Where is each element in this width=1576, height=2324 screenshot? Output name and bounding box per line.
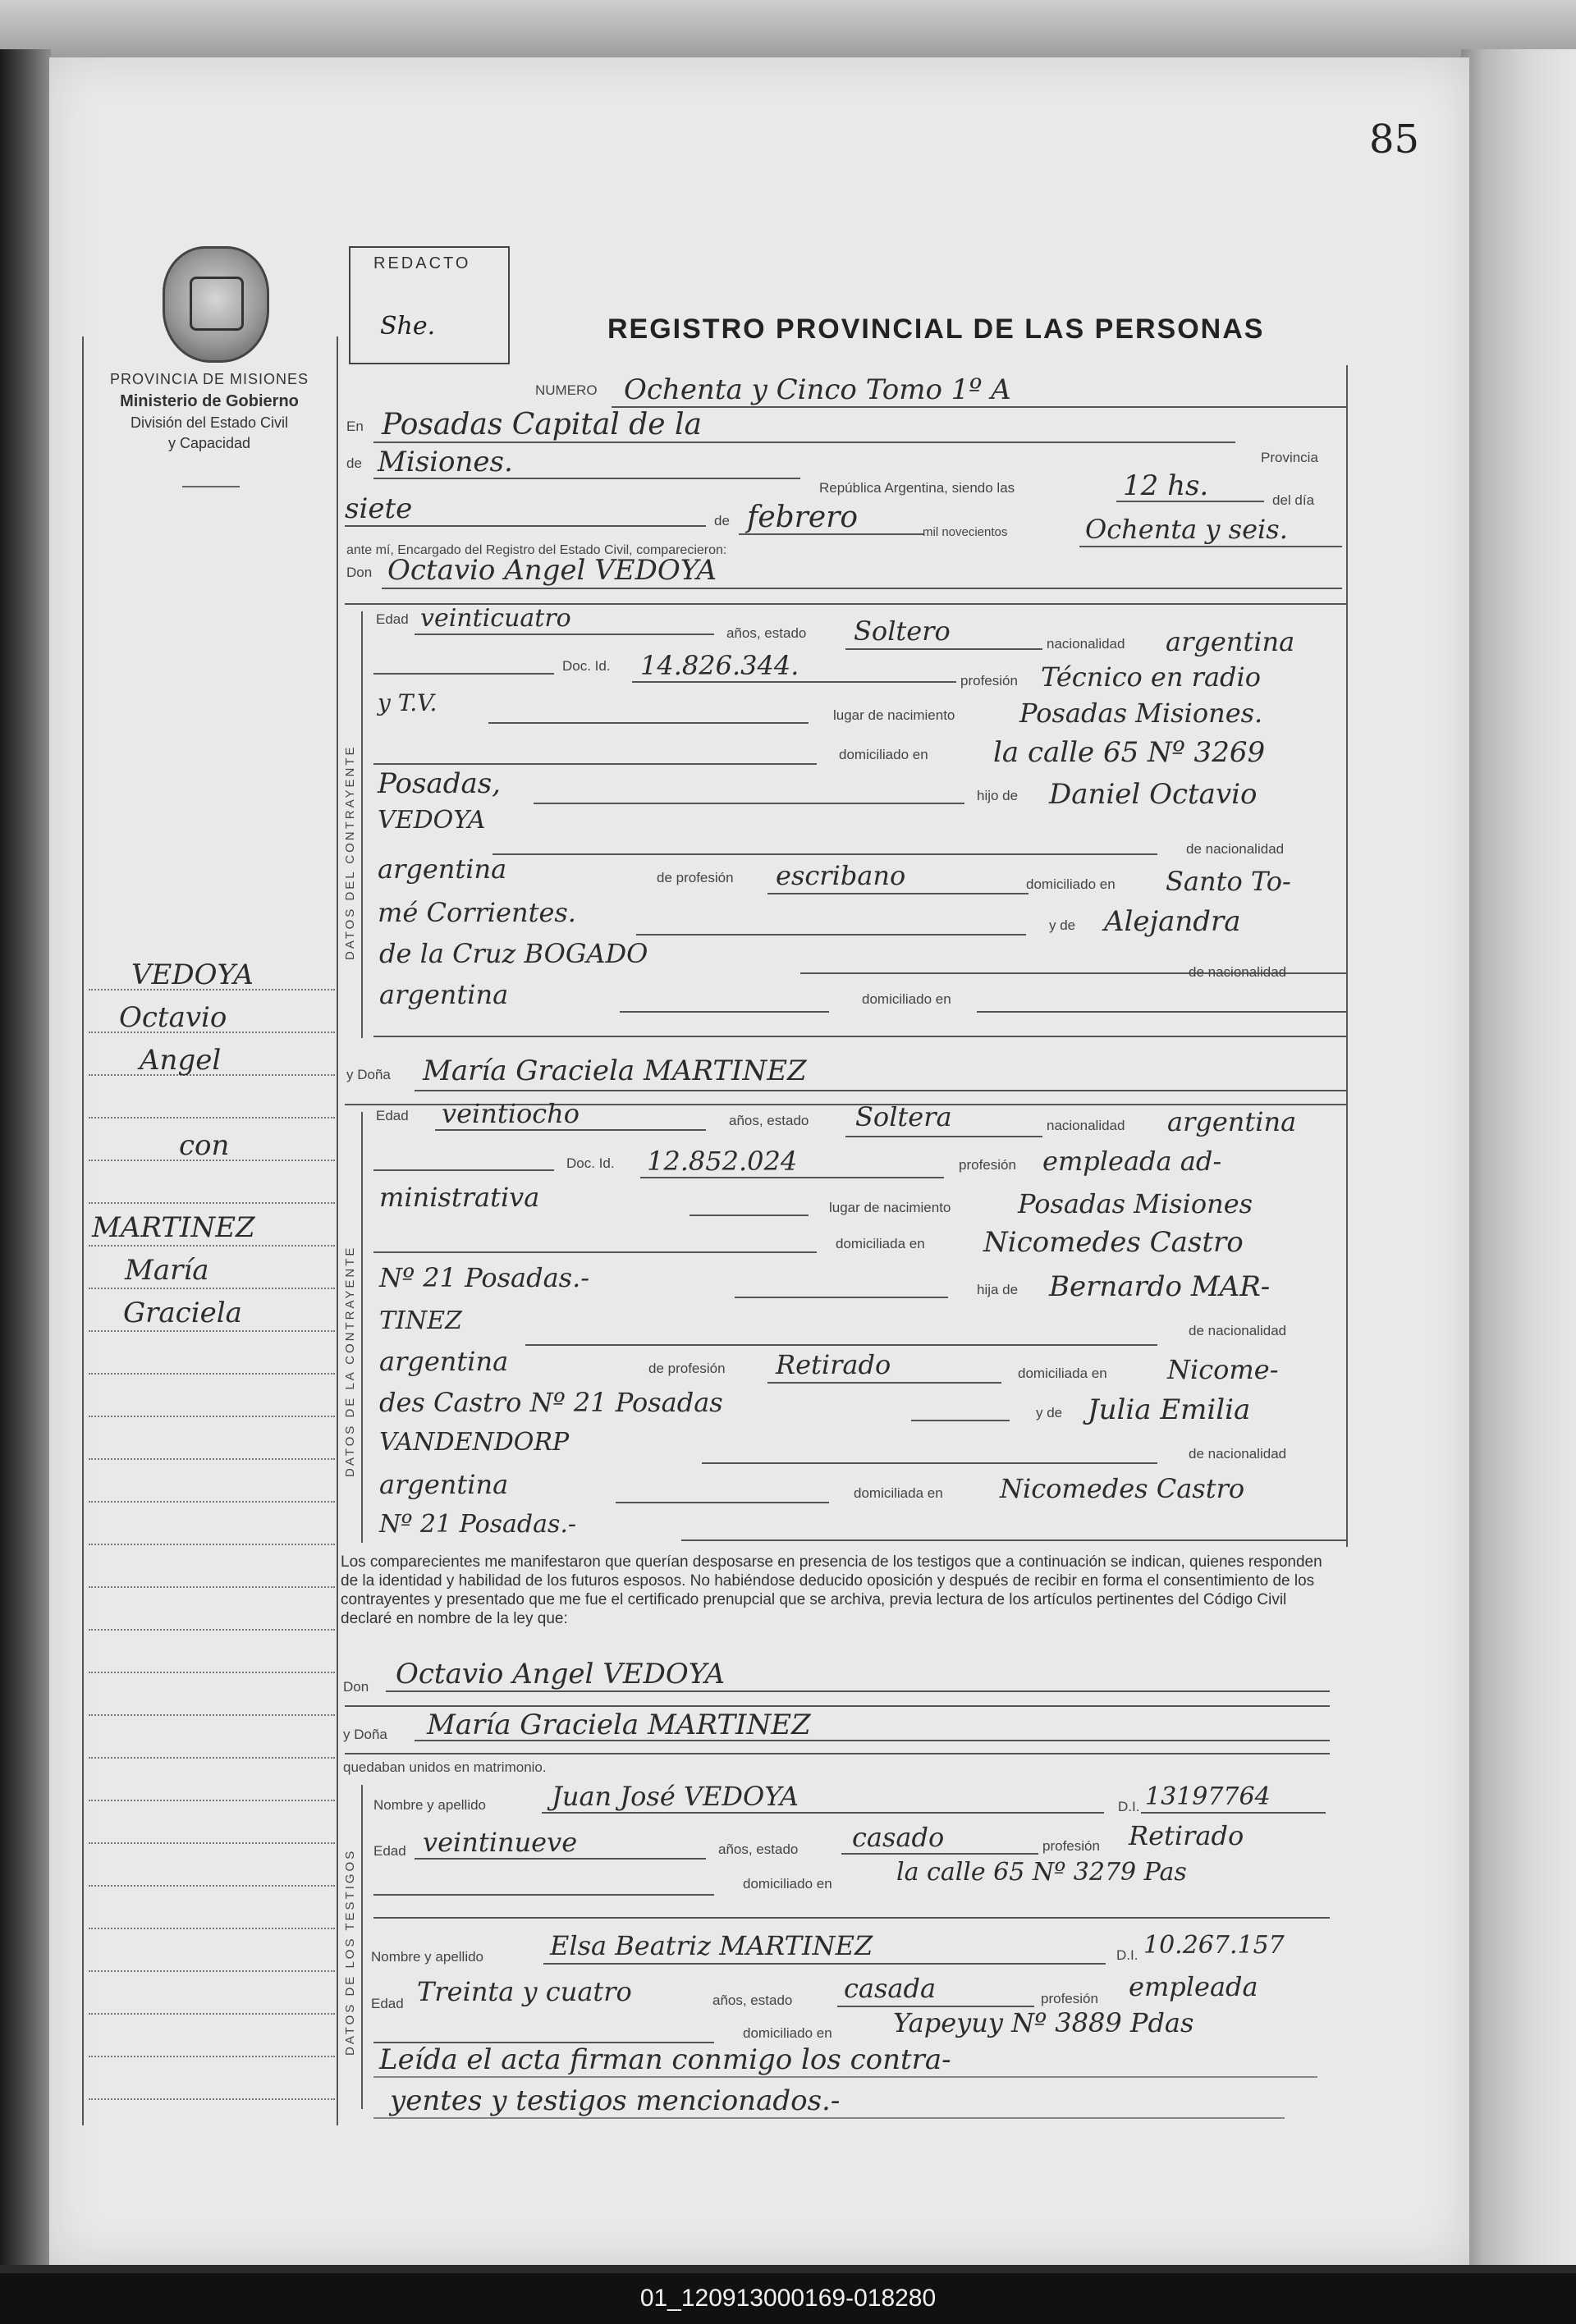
f-y-de-label: y de <box>1036 1405 1063 1420</box>
c-madre: Alejandra <box>1104 905 1241 938</box>
f-de-nac-label: de nacionalidad <box>1189 1323 1287 1338</box>
f-lugar-label: lugar de nacimiento <box>829 1200 951 1215</box>
margin-rule <box>89 1800 335 1801</box>
c-estado-line <box>845 648 1042 650</box>
t2-estado: casada <box>844 1973 937 2004</box>
f-madre2-line <box>702 1462 1157 1464</box>
f-doc-pre-line <box>373 1169 554 1171</box>
margin-rule <box>89 2098 335 2100</box>
de-line <box>373 478 800 479</box>
closing-line-2-rule <box>373 2117 1285 2119</box>
f-padre-nac: argentina <box>379 1346 509 1377</box>
c-padre-prof-line <box>767 893 1029 894</box>
left-margin-border <box>82 336 84 2125</box>
c-doc: 14.826.344. <box>640 650 799 681</box>
f-prof-label: profesión <box>959 1157 1016 1173</box>
de-value: Misiones. <box>378 446 513 478</box>
dona-label: y Doña <box>346 1067 391 1082</box>
f-domicilio-2: Nº 21 Posadas.- <box>379 1262 590 1293</box>
c-de-nac-label: de nacionalidad <box>1186 841 1285 857</box>
f-madre-domic-2: Nº 21 Posadas.- <box>379 1510 577 1539</box>
form-right-border <box>1346 365 1348 1547</box>
quedaban-text: quedaban unidos en matrimonio. <box>343 1759 547 1775</box>
f-domic2-line <box>735 1297 948 1298</box>
hora-value: 12 hs. <box>1123 469 1209 502</box>
province-line-3: División del Estado Civil <box>130 414 289 431</box>
t2-di: 10.267.157 <box>1143 1931 1285 1960</box>
closing-line-1: Leída el acta firman conmigo los contra- <box>379 2043 951 2076</box>
contrayenta-nombre: María Graciela MARTINEZ <box>423 1054 807 1087</box>
t1-prof-label: profesión <box>1042 1838 1100 1854</box>
margin-rule <box>89 1373 335 1375</box>
margin-rule <box>89 1245 335 1247</box>
t2-domicilio: Yapeyuy Nº 3889 Pdas <box>893 2007 1194 2038</box>
f-padre-prof: Retirado <box>776 1349 891 1380</box>
form-left-border <box>337 336 338 2125</box>
testigos-section-label: DATOS DE LOS TESTIGOS <box>343 1848 357 2056</box>
f-de-nac2-label: de nacionalidad <box>1189 1446 1287 1462</box>
f-lugar: Posadas Misiones <box>1018 1188 1253 1219</box>
margin-rule <box>89 1544 335 1545</box>
t2-anios-label: años, estado <box>712 1992 793 2008</box>
t1-domicilio: la calle 65 Nº 3279 Pas <box>896 1858 1187 1887</box>
f-doc-label: Doc. Id. <box>566 1155 615 1171</box>
t2-edad: Treinta y cuatro <box>417 1976 632 2007</box>
c-domicilio: la calle 65 Nº 3269 <box>993 736 1266 769</box>
c-madre-nac: argentina <box>379 979 509 1010</box>
margin-rule <box>89 1757 335 1759</box>
t1-profesion: Retirado <box>1129 1820 1244 1851</box>
t1-edad-label: Edad <box>373 1843 406 1859</box>
c-padre-2: VEDOYA <box>378 806 486 835</box>
f-madre-domic: Nicomedes Castro <box>1000 1473 1245 1504</box>
contrayenta-section-label: DATOS DE LA CONTRAYENTE <box>343 1245 357 1477</box>
don-label: Don <box>346 565 373 580</box>
f-end-line <box>681 1539 1346 1541</box>
margin-rule <box>89 1330 335 1332</box>
page-number: 85 <box>1369 117 1420 162</box>
decl-don-label: Don <box>343 1679 369 1695</box>
province-line-2: Ministerio de Gobierno <box>120 392 299 410</box>
margin-con: con <box>179 1129 230 1162</box>
province-line-1: PROVINCIA DE MISIONES <box>109 371 309 387</box>
numero-value: Ochenta y Cinco Tomo 1º A <box>624 373 1011 406</box>
c-padre-domic: Santo To- <box>1166 866 1291 897</box>
c-anios-label: años, estado <box>726 625 807 641</box>
dia-line <box>345 525 706 527</box>
t1-di: 13197764 <box>1145 1782 1271 1811</box>
f-estado-line <box>845 1136 1042 1137</box>
c-de-prof-label: de profesión <box>657 870 734 885</box>
c-doc-pre-line <box>373 673 554 675</box>
anio-value: Ochenta y seis. <box>1085 514 1288 545</box>
c-edad: veinticuatro <box>420 604 571 633</box>
t2-domic-label: domiciliado en <box>743 2025 832 2041</box>
margin-rule <box>89 1458 335 1460</box>
margin-rule <box>89 1586 335 1588</box>
margin-octavio: Octavio <box>119 1001 227 1034</box>
margin-rule <box>89 1842 335 1844</box>
contrayente-nombre-line <box>382 588 1342 589</box>
province-line-4: y Capacidad <box>167 435 251 451</box>
f-madre: Julia Emilia <box>1088 1393 1251 1426</box>
c-lugar: Posadas Misiones. <box>1019 698 1263 729</box>
closing-line-1-rule <box>373 2076 1317 2078</box>
document-title: REGISTRO PROVINCIAL DE LAS PERSONAS <box>607 313 1265 345</box>
c-padre-prof: escribano <box>776 860 906 891</box>
margin-rule <box>89 1117 335 1119</box>
t1-nombre: Juan José VEDOYA <box>552 1781 799 1812</box>
c-padre-domic2-line <box>636 934 1026 936</box>
c-hijo-label: hijo de <box>977 788 1019 803</box>
f-hija-label: hija de <box>977 1282 1019 1297</box>
c-estado: Soltero <box>854 615 951 647</box>
contrayente-section-border <box>361 611 363 1038</box>
c-edad-line <box>415 634 714 635</box>
t2-prof-label: profesión <box>1041 1991 1098 2006</box>
c-padre2-line <box>492 853 1157 855</box>
c-padre-nac: argentina <box>378 853 507 885</box>
f-nac-label: nacionalidad <box>1047 1118 1125 1133</box>
f-nacionalidad: argentina <box>1167 1106 1297 1137</box>
t1-edad-line <box>415 1858 706 1860</box>
de-label: de <box>346 455 362 471</box>
c-nac-label: nacionalidad <box>1047 636 1125 652</box>
province-divider <box>182 486 240 487</box>
margin-rule <box>89 1885 335 1887</box>
f-madre-nac-line <box>616 1502 829 1503</box>
margin-angel: Angel <box>140 1044 222 1077</box>
book-spine <box>0 49 51 2265</box>
anio-line <box>1079 546 1342 547</box>
margin-rule <box>89 2013 335 2015</box>
f-estado: Soltera <box>855 1101 952 1132</box>
c-de-nac2-label: de nacionalidad <box>1189 964 1287 980</box>
republica-label: República Argentina, siendo las <box>819 480 1015 496</box>
t1-di-label: D.I. <box>1118 1799 1140 1814</box>
f-domic2-label: domiciliada en <box>1018 1366 1107 1381</box>
t1-anios-label: años, estado <box>718 1841 799 1857</box>
t2-edad-label: Edad <box>371 1996 404 2011</box>
f-padre-2: TINEZ <box>379 1306 462 1335</box>
f-de-prof-label: de profesión <box>648 1361 726 1376</box>
c-nacionalidad: argentina <box>1166 626 1295 657</box>
en-label: En <box>346 419 364 434</box>
f-prof2-line <box>690 1215 809 1216</box>
f-padre-domic: Nicome- <box>1167 1354 1279 1385</box>
f-padre-prof-line <box>767 1382 1001 1384</box>
t1-domic-label: domiciliado en <box>743 1876 832 1892</box>
f-profesion-2: ministrativa <box>379 1182 540 1213</box>
f-padre-domic-2: des Castro Nº 21 Posadas <box>379 1387 723 1418</box>
del-dia-label: del día <box>1272 492 1315 508</box>
f-madre-nac: argentina <box>379 1469 509 1500</box>
numero-line <box>612 406 1346 408</box>
numero-label: NUMERO <box>535 382 598 398</box>
c-domic3-label: domiciliado en <box>862 991 951 1007</box>
margin-maria: María <box>125 1254 209 1287</box>
c-prof2-line <box>488 722 809 724</box>
testigos-section-border <box>361 1785 363 2109</box>
en-value: Posadas Capital de la <box>382 408 703 441</box>
margin-rule <box>89 1714 335 1716</box>
t2-nombre-line <box>543 1963 1106 1965</box>
mes-line <box>739 533 923 535</box>
c-domic2-label: domiciliado en <box>1026 876 1116 892</box>
c-padre: Daniel Octavio <box>1049 778 1258 811</box>
f-edad-label: Edad <box>376 1108 409 1123</box>
f-profesion: empleada ad- <box>1042 1146 1222 1177</box>
f-edad-line <box>435 1129 706 1131</box>
c-domic-pre-line <box>373 763 817 765</box>
margin-rule <box>89 2056 335 2057</box>
closing-line-2: yentes y testigos mencionados.- <box>390 2084 841 2117</box>
decl-don-value: Octavio Angel VEDOYA <box>396 1658 726 1690</box>
c-profesion: Técnico en radio <box>1041 661 1261 693</box>
f-edad: veintiocho <box>442 1098 580 1129</box>
t1-domic-pre-line <box>373 1894 714 1896</box>
c-domic-label: domiciliado en <box>839 747 928 762</box>
c-edad-label: Edad <box>376 611 409 627</box>
c-domicilio-2: Posadas, <box>378 767 501 800</box>
contrayenta-nombre-line <box>415 1090 1346 1091</box>
t1-estado: casado <box>852 1822 945 1853</box>
f-padre: Bernardo MAR- <box>1049 1270 1271 1303</box>
margin-rule <box>89 1672 335 1673</box>
c-y-de-label: y de <box>1049 917 1076 933</box>
ante-label: ante mí, Encargado del Registro del Estado Civil, comparecieron: <box>346 543 727 557</box>
redacto-box <box>349 246 510 364</box>
f-domic-label: domiciliada en <box>836 1236 925 1251</box>
redacto-value: She. <box>380 312 436 341</box>
t2-nombre-label: Nombre y apellido <box>371 1949 484 1965</box>
decl-dona-line <box>415 1740 1330 1741</box>
t2-di-label: D.I. <box>1116 1947 1138 1963</box>
f-padre2-line <box>525 1344 1157 1346</box>
c-prof-label: profesión <box>960 673 1018 689</box>
c-madre-2: de la Cruz BOGADO <box>379 938 648 969</box>
de2-label: de <box>714 513 730 528</box>
decl-don-line <box>386 1690 1330 1692</box>
en-line <box>373 441 1235 443</box>
f-domicilio: Nicomedes Castro <box>983 1226 1244 1259</box>
t1-edad: veintinueve <box>423 1827 578 1858</box>
scan-background-right <box>1461 49 1576 2265</box>
contrayente-nombre: Octavio Angel VEDOYA <box>387 554 717 587</box>
dia-value: siete <box>345 492 413 525</box>
contrayenta-section-border <box>361 1112 363 1543</box>
t1-end-line <box>373 1917 1330 1919</box>
f-doc-line <box>640 1177 944 1178</box>
c-madre-nac-line <box>620 1011 829 1013</box>
t1-nombre-line <box>542 1812 1104 1814</box>
margin-rule <box>89 1202 335 1204</box>
margin-martinez: MARTINEZ <box>92 1211 255 1244</box>
f-domic-pre-line <box>373 1251 817 1253</box>
margin-vedoya: VEDOYA <box>131 958 254 991</box>
margin-rule <box>89 1416 335 1417</box>
c-end-line <box>373 1036 1346 1037</box>
t1-di-line <box>1141 1812 1326 1814</box>
provincia-label: Provincia <box>1261 450 1318 465</box>
footer-image-id: 01_120913000169-018280 <box>0 2273 1576 2324</box>
redacto-label: REDACTO <box>373 254 471 272</box>
c-domic2-line <box>534 803 964 804</box>
t2-profesion: empleada <box>1129 1971 1258 2002</box>
margin-graciela: Graciela <box>123 1297 242 1329</box>
c-doc-label: Doc. Id. <box>562 658 611 674</box>
f-padre-domic2-line <box>911 1420 1010 1421</box>
margin-rule <box>89 1288 335 1289</box>
t2-nombre: Elsa Beatriz MARTINEZ <box>550 1930 873 1961</box>
f-madre-2: VANDENDORP <box>379 1428 570 1457</box>
margin-rule <box>89 1629 335 1631</box>
f-anios-label: años, estado <box>729 1113 809 1128</box>
c-padre-domic-2: mé Corrientes. <box>378 897 576 928</box>
hora-line <box>1116 501 1264 502</box>
decl-dona-line-2 <box>345 1753 1330 1754</box>
decl-dona-value: María Graciela MARTINEZ <box>427 1709 811 1741</box>
margin-rule <box>89 1970 335 1972</box>
coat-of-arms-seal-icon <box>163 246 269 363</box>
decl-dona-label: y Doña <box>343 1727 387 1742</box>
c-madre-domic-line <box>977 1011 1346 1013</box>
f-doc: 12.852.024 <box>647 1146 798 1177</box>
margin-rule <box>89 1501 335 1503</box>
mes-value: febrero <box>747 501 859 534</box>
c-doc-line <box>632 681 956 683</box>
margin-rule <box>89 1928 335 1929</box>
f-domic3-label: domiciliada en <box>854 1485 943 1501</box>
t1-nombre-label: Nombre y apellido <box>373 1797 487 1813</box>
t1-estado-line <box>841 1853 1038 1855</box>
c-profesion-2: y T.V. <box>378 689 438 716</box>
declaration-text: Los comparecientes me manifestaron que querían desposarse en presencia de los testigos que a continuación se indican, quienes responden de la identidad y habilidad de los futuros esposos. No habiéndose deducido oposición y después de recibir en forma el consentimiento de los contrayentes y presentado que me fue el certificado prenupcial que se archiva, previa lectura de los artículos pertinentes del Código Civil declaré en nombre de la ley que: <box>341 1553 1322 1627</box>
contrayente-section-label: DATOS DEL CONTRAYENTE <box>343 744 357 960</box>
mil-label: mil novecientos <box>923 525 1008 539</box>
decl-don-line-2 <box>345 1705 1330 1707</box>
c-lugar-label: lugar de nacimiento <box>833 707 955 723</box>
